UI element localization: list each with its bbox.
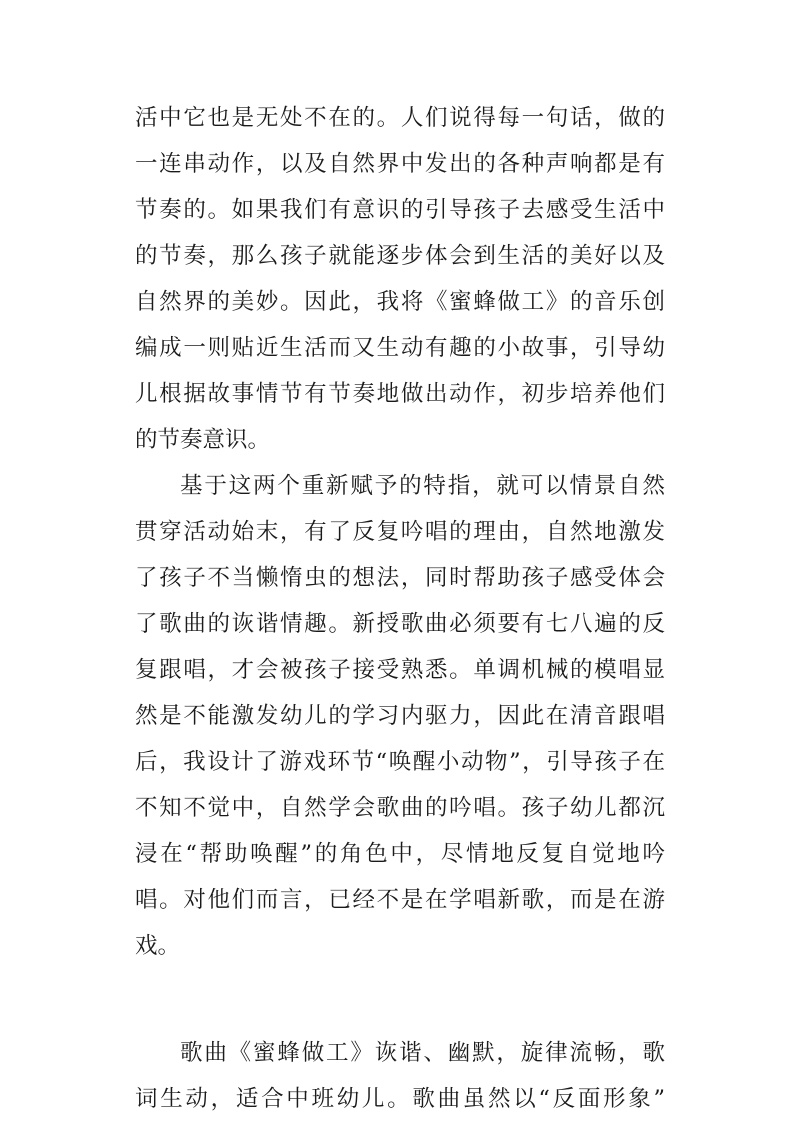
paragraph-line: 然是不能激发幼儿的学习内驱力，因此在清音跟唱 [135, 703, 665, 729]
paragraph-line: 节奏的。如果我们有意识的引导孩子去感受生活中 [135, 197, 665, 223]
paragraph-line: 了孩子不当懒惰虫的想法，同时帮助孩子感受体会 [135, 565, 665, 591]
paragraph-line: 唱。对他们而言，已经不是在学唱新歌，而是在游 [135, 887, 665, 913]
paragraph-line: 基于这两个重新赋予的特指，就可以情景自然 [180, 473, 665, 499]
paragraph-line: 不知不觉中，自然学会歌曲的吟唱。孩子幼儿都沉 [135, 795, 665, 821]
paragraph-line: 戏。 [135, 933, 181, 959]
paragraph-line: 后，我设计了游戏环节“唤醒小动物”，引导孩子在 [135, 749, 665, 775]
paragraph-line: 的节奏，那么孩子就能逐步体会到生活的美好以及 [135, 243, 665, 269]
paragraph-line: 的节奏意识。 [135, 427, 271, 453]
paragraph-line: 贯穿活动始末，有了反复吟唱的理由，自然地激发 [135, 519, 665, 545]
paragraph-line: 浸在“帮助唤醒”的角色中，尽情地反复自觉地吟 [135, 841, 665, 867]
paragraph-line: 词生动，适合中班幼儿。歌曲虽然以“反面形象” [135, 1086, 665, 1112]
paragraph-line: 了歌曲的诙谐情趣。新授歌曲必须要有七八遍的反 [135, 611, 665, 637]
paragraph-line: 复跟唱，才会被孩子接受熟悉。单调机械的模唱显 [135, 657, 665, 683]
paragraph-line: 活中它也是无处不在的。人们说得每一句话，做的 [135, 105, 665, 131]
paragraph-line: 一连串动作，以及自然界中发出的各种声响都是有 [135, 151, 665, 177]
paragraph-line: 儿根据故事情节有节奏地做出动作，初步培养他们 [135, 381, 665, 407]
paragraph-line: 歌曲《蜜蜂做工》诙谐、幽默，旋律流畅，歌 [180, 1040, 665, 1066]
paragraph-line: 编成一则贴近生活而又生动有趣的小故事，引导幼 [135, 335, 665, 361]
paragraph-line: 自然界的美妙。因此，我将《蜜蜂做工》的音乐创 [135, 289, 665, 315]
